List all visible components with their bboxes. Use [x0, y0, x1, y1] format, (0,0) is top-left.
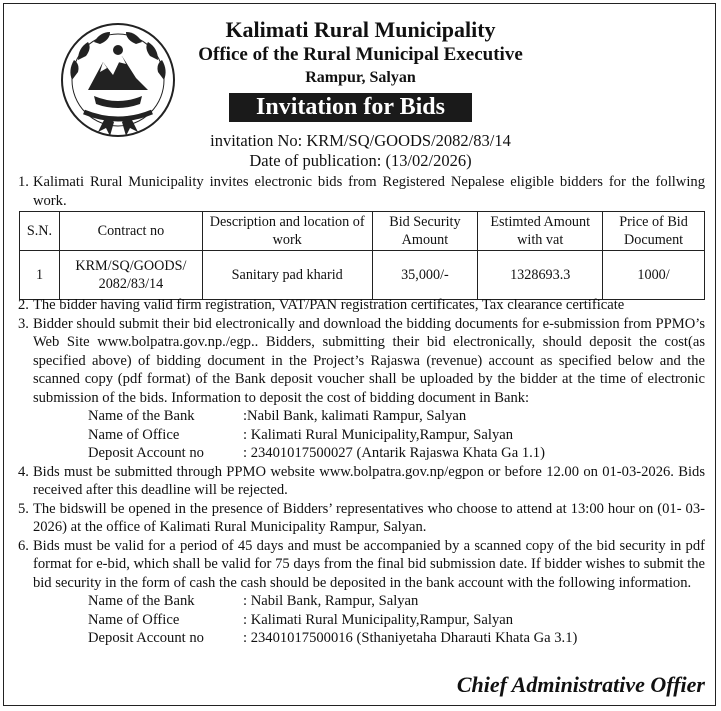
list-item [18, 537, 705, 593]
cell-contract-no: KRM/SQ/GOODS/ 2082/83/14 [59, 251, 202, 300]
list-item [18, 296, 705, 315]
header-sn: S.N. [20, 212, 60, 251]
office-name: Office of the Rural Municipal Executive [198, 44, 523, 65]
account-value: : 23401017500027 (Antarik Rajaswa Khata Ga 1.1) [243, 445, 545, 461]
account-label: Deposit Account no [88, 445, 204, 461]
office-value: : Kalimati Rural Municipality,Rampur, Salyan [243, 611, 514, 628]
office-row [18, 426, 705, 445]
office-label: Name of Office [88, 426, 180, 443]
item-text: Kalimati Rural Municipality invites electronic bids from Registered Nepalese eligible bidders for the follwing work. [32, 174, 705, 209]
bank-row [18, 407, 705, 426]
table-row [20, 251, 705, 300]
item-text: Bidder should submit their bid electronically and download the bidding documents for e-submission from PPMO’s Web Site www.bolpatra.gov.np./egp.. Bidders, submitting their bid electronically, should deposit the cost(as specified above) of bidding document in the Project’s Rajaswa (revenue) account as specified below and the scanned copy (pdf format) of the Bank deposit voucher shall be uploaded by the bidder at the time of electronic submission of the bids. Information to deposit the cost of bidding document in Bank: [32, 315, 705, 406]
bid-table [19, 211, 705, 300]
item-number: 6. [18, 537, 29, 554]
cell-bid-security: 35,000/- [372, 251, 478, 300]
signatory-title: Chief Administrative Offier [456, 672, 705, 697]
list-item [18, 463, 705, 500]
municipality-name: Kalimati Rural Municipality [225, 17, 496, 42]
item-text: Bids must be valid for a period of 45 days and must be accompanied by a scanned copy of the bid security in pdf format for e-bid, which shall be valid for 75 days from the final bid submission date. If bidder wishes to submit the bid security in the form of cash the cash should be deposited in the bank account with the following information. [32, 537, 705, 591]
account-row [18, 629, 705, 648]
item-number: 1. [18, 174, 29, 190]
bank-label: Name of the Bank [88, 593, 195, 609]
header-estimated-amount: Estimted Amount with vat [478, 212, 603, 251]
cell-document-price: 1000/ [603, 251, 705, 300]
bank-value: : Nabil Bank, Rampur, Salyan [243, 593, 419, 609]
header-bid-security: Bid Security Amount [372, 212, 478, 251]
item-number: 2. [18, 297, 29, 313]
intro-paragraph [18, 173, 705, 210]
office-value: : Kalimati Rural Municipality,Rampur, Salyan [243, 426, 514, 443]
item-text: Bids must be submitted through PPMO website www.bolpatra.gov.np/egpon or before 12.00 on 01-03-2026. Bids received after this deadline will be rejected. [32, 463, 705, 498]
item-number: 4. [18, 463, 29, 480]
office-location: Rampur, Salyan [305, 69, 416, 86]
item-number: 5. [18, 500, 29, 517]
account-value: : 23401017500016 (Sthaniyetaha Dharauti Khata Ga 3.1) [243, 630, 578, 646]
account-row [18, 444, 705, 463]
invitation-number: invitation No: KRM/SQ/GOODS/2082/83/14 [210, 131, 511, 150]
office-row [18, 611, 705, 630]
bank-row [18, 592, 705, 611]
header-description: Description and location of work [202, 212, 372, 251]
list-item [18, 500, 705, 537]
publication-date: Date of publication: (13/02/2026) [249, 151, 472, 170]
list-item [18, 315, 705, 408]
table-header-row [20, 212, 705, 251]
item-text: The bidder having valid firm registration, VAT/PAN registration certificates, Tax clearance certificate [32, 297, 625, 313]
account-label: Deposit Account no [88, 630, 204, 646]
bank-label: Name of the Bank [88, 408, 195, 424]
conditions-list [18, 296, 705, 648]
notice-title: Invitation for Bids [229, 93, 472, 122]
bank-value: :Nabil Bank, kalimati Rampur, Salyan [243, 408, 467, 424]
cell-sn: 1 [20, 251, 60, 300]
office-label: Name of Office [88, 611, 180, 628]
item-number: 3. [18, 315, 29, 332]
cell-estimated-amount: 1328693.3 [478, 251, 603, 300]
header-contract-no: Contract no [59, 212, 202, 251]
header-document-price: Price of Bid Document [603, 212, 705, 251]
cell-description: Sanitary pad kharid [202, 251, 372, 300]
item-text: The bidswill be opened in the presence of Bidders’ representatives who choose to attend at 13:00 hour on (01- 03-2026) at the office of Kalimati Rural Municipality Rampur, Salyan. [32, 500, 705, 535]
